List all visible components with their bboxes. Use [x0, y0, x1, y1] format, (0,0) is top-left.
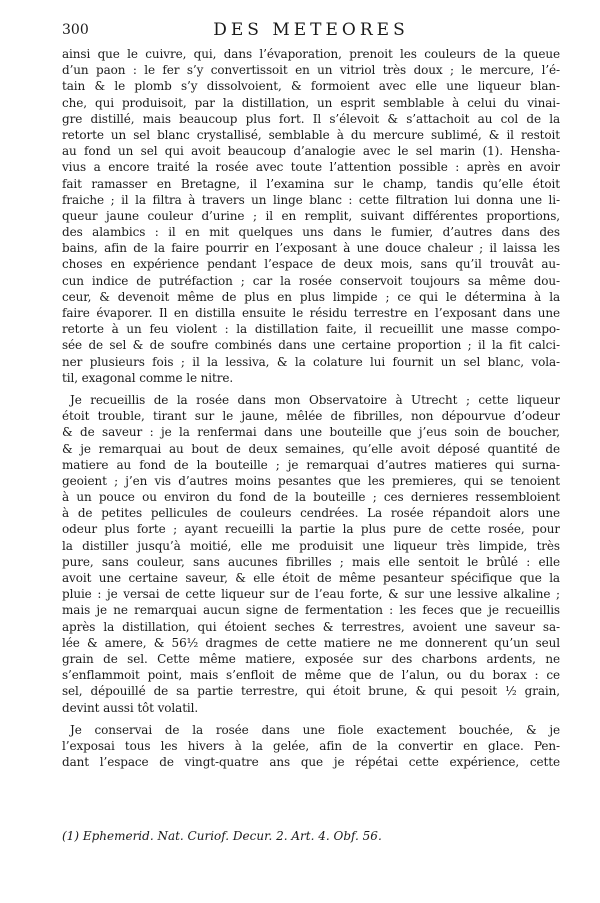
- text-line: au fond un sel qui avoit beaucoup d’analogie avec le sel marin (1). Hensha-: [62, 144, 560, 159]
- text-line: tain & le plomb s’y dissolvoient, & formoient avec elle une liqueur blan-: [62, 79, 560, 94]
- text-line: til, exagonal comme le nitre.: [62, 370, 234, 385]
- text-line: & je remarquai au bout de deux semaines, qu’elle avoit déposé quantité de: [62, 441, 560, 456]
- text-line: retorte un sel blanc crystallisé, semblable à du mercure sublimé, & il restoit: [62, 127, 560, 142]
- text-line: d’un paon : le fer s’y convertissoit en un vitriol très doux ; le mercure, l’é-: [62, 63, 560, 78]
- running-title: DES METEORES: [213, 20, 409, 40]
- text-line: cun indice de putréfaction ; car la rosée conservoit toujours sa même dou-: [62, 273, 560, 288]
- text-line: ainsi que le cuivre, qui, dans l’évaporation, prenoit les couleurs de la queue: [62, 47, 560, 61]
- text-line: pure, sans couleur, sans aucunes fibrilles ; mais elle sentoit le brûlé : elle: [62, 554, 560, 569]
- text-line: queur jaune couleur d’urine ; il en remplit, suivant différentes proportions,: [62, 208, 560, 223]
- text-line: dant l’espace de vingt-quatre ans que je répétai cette expérience, cette: [62, 755, 560, 770]
- text-line: la distiller jusqu’à moitié, elle me produisit une liqueur très limpide, très: [62, 538, 560, 553]
- paragraph-2: [62, 392, 560, 716]
- text-line: & de saveur : je la renfermai dans une bouteille que j’eus soin de boucher,: [62, 425, 560, 440]
- text-line: s’enflammoit point, mais s’enfloit de même que de l’alun, ou du borax : ce: [62, 668, 560, 683]
- text-line: après la distillation, qui étoient seches & terrestres, avoient une saveur sa-: [62, 619, 560, 634]
- text-line: Je conservai de la rosée dans une fiole exactement bouchée, & je: [70, 722, 560, 737]
- text-line: gre distillé, mais beaucoup plus fort. Il s’élevoit & s’attachoit au col de la: [62, 111, 560, 126]
- body-text: [62, 46, 560, 770]
- text-line: devint aussi tôt volatil.: [62, 700, 199, 715]
- text-line: geoient ; j’en vis d’autres moins pesantes que les premieres, qui se tenoient: [62, 473, 560, 488]
- text-line: choses en expérience pendant l’espace de deux mois, sans qu’il trouvât au-: [62, 257, 560, 272]
- text-line: bains, afin de la faire pourrir en l’exposant à une douce chaleur ; il laissa les: [62, 241, 560, 256]
- text-line: lée & amere, & 56½ dragmes de cette matiere ne me donnerent qu’un seul: [62, 635, 560, 650]
- page-number: 300: [62, 22, 89, 38]
- text-line: pluie : je versai de cette liqueur sur de l’eau forte, & sur une lessive alkaline ;: [62, 587, 560, 602]
- text-line: vius a encore traité la rosée avec toute l’attention possible : après en avoir: [62, 160, 560, 175]
- paragraph-1: [62, 46, 560, 386]
- text-line: fraiche ; il la filtra à travers un linge blanc : cette filtration lui donna une li-: [62, 192, 560, 207]
- text-line: faire évaporer. Il en distilla ensuite le résidu terrestre en l’exposant dans une: [62, 306, 560, 320]
- page-header: [62, 20, 560, 44]
- text-line: étoit trouble, tirant sur le jaune, mêlée de fibrilles, non dépourvue d’odeur: [62, 409, 560, 424]
- text-line: matiere au fond de la bouteille ; je remarquai d’autres matieres qui surna-: [62, 457, 560, 472]
- paragraph-3: [62, 722, 560, 771]
- text-line: ceur, & devenoit même de plus en plus limpide ; ce qui le détermina à la: [62, 289, 560, 304]
- text-line: odeur plus forte ; ayant recueilli la partie la plus pure de cette rosée, pour: [62, 522, 560, 537]
- text-line: l’exposai tous les hivers à la gelée, afin de la convertir en glace. Pen-: [62, 738, 560, 753]
- text-line: des alambics : il en mit quelques uns dans le fumier, d’autres dans des: [62, 225, 560, 240]
- text-line: fait ramasser en Bretagne, il l’examina sur le champ, tandis qu’elle étoit: [62, 176, 560, 191]
- footnote: (1) Ephemerid. Nat. Curiof. Decur. 2. Art. 4. Obf. 56.: [62, 829, 382, 843]
- text-line: à de petites pellicules de couleurs cendrées. La rosée répandoit alors une: [62, 506, 560, 521]
- text-line: mais je ne remarquai aucun signe de fermentation : les feces que je recueillis: [62, 603, 560, 618]
- text-line: sée de sel & de soufre combinés dans une certaine proportion ; il la fit calci-: [62, 338, 560, 353]
- text-line: Je recueillis de la rosée dans mon Observatoire à Utrecht ; cette liqueur: [70, 392, 560, 407]
- text-line: che, qui produisoit, par la distillation, un esprit semblable à celui du vinai-: [62, 95, 560, 110]
- text-line: ner plusieurs fois ; il la lessiva, & la colature lui fournit un sel blanc, vola-: [62, 354, 560, 369]
- text-line: grain de sel. Cette même matiere, exposée sur des charbons ardents, ne: [62, 651, 560, 666]
- text-line: à un pouce ou environ du fond de la bouteille ; ces dernieres ressembloient: [62, 490, 560, 505]
- text-line: avoit une certaine saveur, & elle étoit de même pesanteur spécifique que la: [62, 571, 560, 585]
- text-line: retorte à un feu violent : la distillation faite, il recueillit une masse compo-: [62, 322, 560, 337]
- text-line: sel, dépouillé de sa partie terrestre, qui étoit brune, & qui pesoit ½ grain,: [62, 684, 560, 699]
